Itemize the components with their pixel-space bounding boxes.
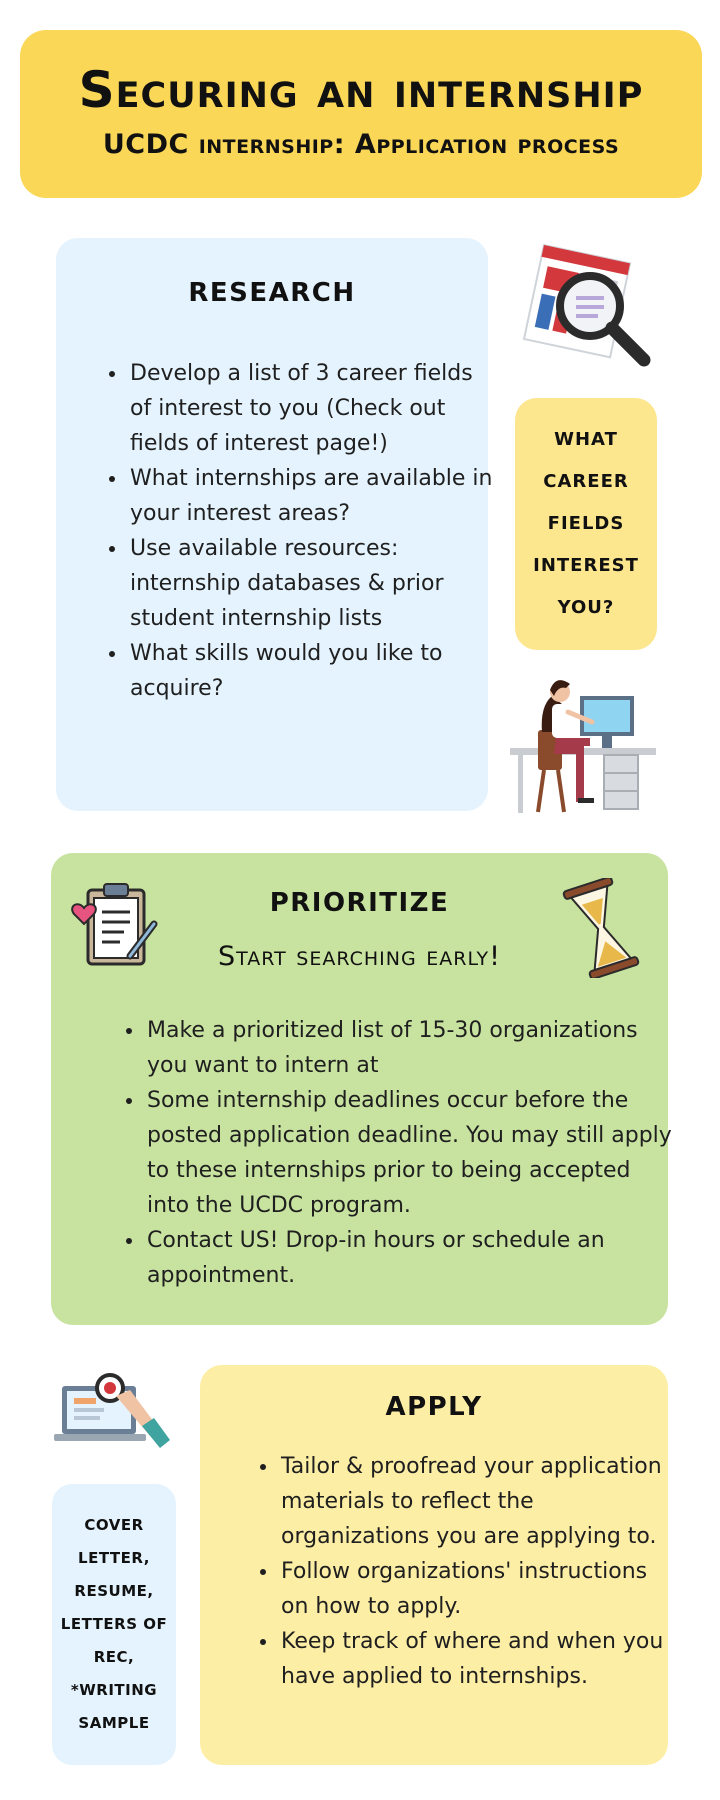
prioritize-title: PRIORITIZE	[269, 888, 450, 918]
laptop-search-icon	[54, 1360, 178, 1460]
list-item: • Keep track of where and when you have applied to internships.	[279, 1624, 679, 1694]
apply-panel	[200, 1365, 668, 1765]
application-materials-note	[52, 1484, 176, 1765]
apply-list	[255, 1449, 679, 1694]
application-materials-text: COVER LETTER, RESUME, LETTERS OF REC, *WRITING SAMPLE	[60, 1516, 168, 1732]
list-item: • Some internship deadlines occur before the posted application deadline. You may still apply to these internships prior to being accepted into the UCDC program.	[145, 1083, 675, 1223]
list-item: • What internships are available in your interest areas?	[128, 461, 498, 531]
career-fields-question-text: WHAT CAREER FIELDS INTEREST YOU?	[533, 429, 639, 618]
list-item: • Tailor & proofread your application materials to reflect the organizations you are applying to.	[279, 1449, 679, 1554]
clipboard-heart-icon	[70, 878, 166, 974]
apply-title: APPLY	[385, 1392, 483, 1422]
magnifier-document-icon	[512, 236, 662, 382]
hourglass-icon	[562, 878, 640, 978]
page-subtitle: UCDC internship: Application process	[102, 129, 620, 160]
list-item: • Follow organizations' instructions on how to apply.	[279, 1554, 679, 1624]
research-list	[104, 356, 498, 706]
list-item: • Make a prioritized list of 15-30 organizations you want to intern at	[145, 1013, 675, 1083]
career-fields-question	[515, 398, 657, 650]
page-title: Securing an internship	[78, 61, 644, 119]
list-item: • Use available resources: internship databases & prior student internship lists	[128, 531, 498, 636]
prioritize-list	[121, 1013, 675, 1293]
research-title: RESEARCH	[188, 278, 356, 308]
list-item: • Develop a list of 3 career fields of interest to you (Check out fields of interest page!)	[128, 356, 498, 461]
person-at-desk-icon	[508, 668, 658, 814]
prioritize-tagline: Start searching early!	[218, 941, 501, 972]
list-item: • What skills would you like to acquire?	[128, 636, 498, 706]
list-item: • Contact US! Drop-in hours or schedule an appointment.	[145, 1223, 675, 1293]
research-panel	[56, 238, 493, 811]
header-banner	[20, 30, 702, 198]
